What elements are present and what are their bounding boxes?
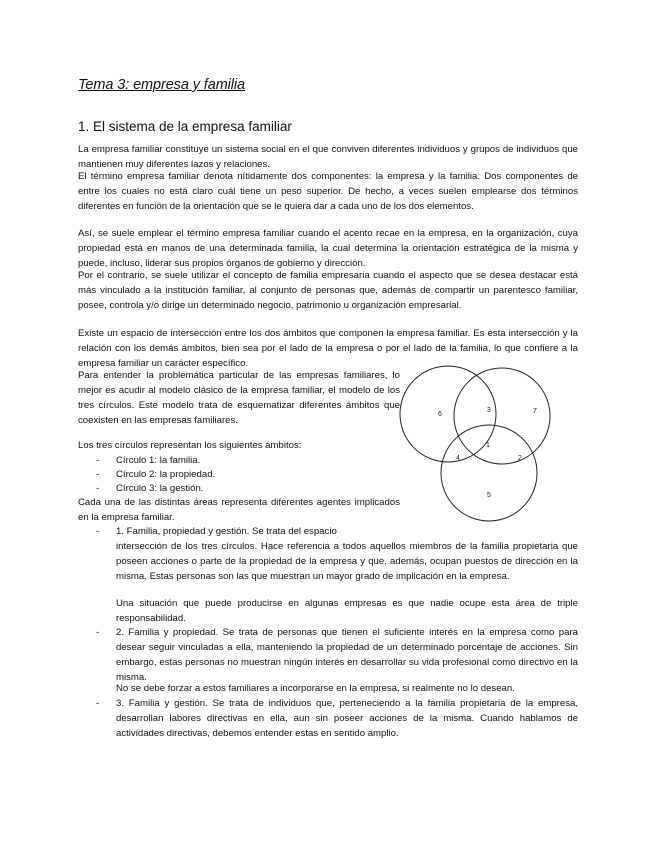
venn-label-b: 3 [487,407,491,414]
list-bullet: - [96,483,100,494]
item-2-note: No se debe forzar a estos familiares a incorporarse en la empresa, si realmente no lo desean. [116,683,515,694]
paragraph-circles-intro: Los tres círculos representan los siguientes ámbitos: [78,440,302,451]
paragraph-components: El término empresa familiar denota nítidamente dos componentes: la empresa y la familia. Dos componentes de entre los cuales no está claro cuál tiene un peso superior. De hecho, a veces suelen emplearse dos términos diferentes en función de la orientación que se le quiera dar a cada uno de los dos elementos. [78,171,578,212]
item-1-text: intersección de los tres círculos. Hace referencia a todos aquellos miembros de la familia propietaria que poseen acciones o parte de la propiedad de la empresa y que, además, ocupan puestos de dirección en la misma. Estas personas son las que muestran un mayor grado de implicación en la empresa. [116,541,578,582]
circle-list-item-2: Círculo 2: la propiedad. [116,469,216,480]
paragraph-intersection: Existe un espacio de intersección entre los dos ámbitos que componen la empresa familiar. Es esta intersección y la relación con los demás ámbitos, bien sea por el lado de la empresa o por el lado de la familia, lo que confiere a la empresa familiar un carácter específico. [78,328,578,369]
circle-list-item-1: Círculo 1: la familia. [116,455,201,466]
venn-label-c: 7 [533,408,537,415]
venn-label-e: 4 [456,455,460,462]
list-bullet: - [96,469,100,480]
paragraph-areas: Cada una de las distintas áreas representa diferentes agentes implicados en la empresa familiar. [78,497,400,523]
list-bullet: - [96,455,100,466]
circle-list-item-3: Círculo 3: la gestión. [116,483,204,494]
paragraph-three-circles-model: Para entender la problemática particular de las empresas familiares, lo mejor es acudir al modelo clásico de la empresa familiar, el modelo de los tres círculos. Este modelo trata de esquematizar diferentes ámbitos que coexisten en las empresas familiares. [78,370,400,426]
venn-circle-ownership [454,368,550,464]
item-1-heading: 1. Familia, propiedad y gestión. Se trata del espacio [116,526,337,537]
three-circles-diagram [398,364,580,530]
paragraph-intro: La empresa familiar constituye un sistema social en el que conviven diferentes individuos y grupos de individuos que mantienen muy diferentes lazos y relaciones. [78,144,578,170]
venn-label-g: 5 [487,492,491,499]
venn-label-f: 2 [518,455,522,462]
item-1-note: Una situación que puede producirse en algunas empresas es que nadie ocupe esta área de triple responsabilidad. [116,598,578,624]
venn-label-d: 1 [486,442,490,449]
list-bullet: - [96,698,100,709]
list-bullet: - [96,627,100,638]
item-3-text: 3. Familia y gestión. Se trata de individuos que, perteneciendo a la familia propietaria de la empresa, desarrollan labores directivas en ella, aun sin poseer acciones de la misma. Cuando hablamos de actividades directivas, debemos entender estas en sentido amplio. [116,698,578,739]
page-title: Tema 3: empresa y familia [78,77,246,93]
list-bullet: - [96,526,100,537]
paragraph-familia-empresaria: Por el contrario, se suele utilizar el concepto de familia empresaria cuando el aspecto que se desea destacar está más vinculado a la institución familiar, al conjunto de personas que, además de compartir un parentesco familiar, posee, controla y/o dirige un determinado negocio, patrimonio u organización empresarial. [78,270,578,311]
paragraph-empresa-familiar: Así, se suele emplear el término empresa familiar cuando el acento recae en la empresa, en la organización, cuya propiedad está en manos de una determinada familia, la cual determina la orientación estratégica de la misma y puede, incluso, liderar sus propios órganos de gobierno y dirección. [78,228,578,269]
item-2-text: 2. Familia y propiedad. Se trata de personas que tienen el suficiente interés en la empresa como para desear seguir vinculadas a ella, manteniendo la propiedad de un determinado porcentaje de acciones. Sin embargo, estas personas no muestran ningún interés en desarrollar su vida profesional como directivo en la misma. [116,627,578,683]
venn-label-a: 6 [438,411,442,418]
section-heading: 1. El sistema de la empresa familiar [78,119,292,134]
